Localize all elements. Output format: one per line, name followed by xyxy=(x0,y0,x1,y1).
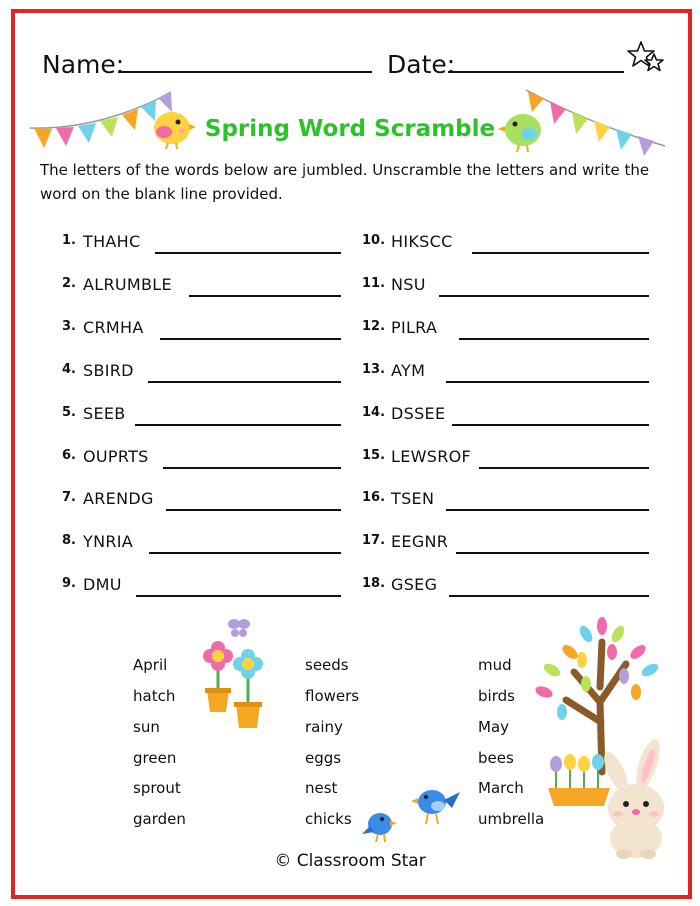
item-number: 3. xyxy=(62,319,76,334)
scrambled-word: YNRIA xyxy=(83,532,134,551)
answer-line-6[interactable] xyxy=(163,467,341,469)
answer-line-14[interactable] xyxy=(452,424,649,426)
word-bank-item: chicks xyxy=(305,810,352,828)
item-number: 4. xyxy=(62,362,76,377)
answer-line-17[interactable] xyxy=(456,552,649,554)
item-number: 9. xyxy=(62,576,76,591)
word-bank-item: May xyxy=(478,718,510,736)
scrambled-word: SEEB xyxy=(83,404,126,423)
answer-line-7[interactable] xyxy=(166,509,341,511)
blue-birds xyxy=(360,776,470,848)
word-bank-item: bees xyxy=(478,749,514,767)
copyright-footer: © Classroom Star xyxy=(274,851,426,871)
word-bank-item: March xyxy=(478,779,524,797)
answer-line-11[interactable] xyxy=(439,295,649,297)
date-label: Date: xyxy=(387,50,456,79)
scrambled-word: NSU xyxy=(391,275,426,294)
item-number: 5. xyxy=(62,405,76,420)
scrambled-word: THAHC xyxy=(83,232,141,251)
instructions-text: The letters of the words below are jumbled. Unscramble the letters and write the word on the blank line provided. xyxy=(40,161,650,203)
word-bank-item: eggs xyxy=(305,749,342,767)
item-number: 1. xyxy=(62,233,76,248)
name-label: Name: xyxy=(42,50,125,79)
word-bank-item: flowers xyxy=(305,687,360,705)
item-number: 17. xyxy=(362,533,386,548)
answer-line-12[interactable] xyxy=(459,338,649,340)
answer-line-10[interactable] xyxy=(472,252,649,254)
answer-line-5[interactable] xyxy=(135,424,341,426)
word-bank-item: sun xyxy=(133,718,160,736)
item-number: 16. xyxy=(362,490,386,505)
scrambled-word: LEWSROF xyxy=(391,447,472,466)
answer-line-16[interactable] xyxy=(446,509,649,511)
answer-line-18[interactable] xyxy=(449,595,649,597)
worksheet-title: Spring Word Scramble xyxy=(204,116,496,142)
word-bank-item: nest xyxy=(305,779,338,797)
scrambled-word: OUPRTS xyxy=(83,447,149,466)
name-input-line[interactable] xyxy=(118,71,372,73)
item-number: 2. xyxy=(62,276,76,291)
item-number: 18. xyxy=(362,576,386,591)
answer-line-4[interactable] xyxy=(148,381,341,383)
answer-line-2[interactable] xyxy=(189,295,341,297)
answer-line-15[interactable] xyxy=(479,467,649,469)
item-number: 11. xyxy=(362,276,386,291)
scrambled-word: ARENDG xyxy=(83,489,154,508)
word-bank-item: seeds xyxy=(305,656,349,674)
word-bank-item: umbrella xyxy=(478,810,545,828)
scrambled-word: HIKSCC xyxy=(391,232,453,251)
date-input-line[interactable] xyxy=(448,71,624,73)
item-number: 13. xyxy=(362,362,386,377)
item-number: 14. xyxy=(362,405,386,420)
answer-line-9[interactable] xyxy=(136,595,341,597)
answer-line-1[interactable] xyxy=(155,252,341,254)
scrambled-word: DMU xyxy=(83,575,122,594)
word-bank-item: hatch xyxy=(133,687,176,705)
answer-line-8[interactable] xyxy=(149,552,341,554)
scrambled-word: CRMHA xyxy=(83,318,144,337)
scrambled-word: EEGNR xyxy=(391,532,449,551)
item-number: 8. xyxy=(62,533,76,548)
scrambled-word: SBIRD xyxy=(83,361,134,380)
item-number: 10. xyxy=(362,233,386,248)
item-number: 12. xyxy=(362,319,386,334)
word-bank-item: rainy xyxy=(305,718,343,736)
word-bank-item: garden xyxy=(133,810,186,828)
answer-line-13[interactable] xyxy=(446,381,649,383)
scrambled-word: DSSEE xyxy=(391,404,446,423)
word-bank-item: green xyxy=(133,749,177,767)
bunny xyxy=(598,738,676,860)
scrambled-word: ALRUMBLE xyxy=(83,275,172,294)
answer-line-3[interactable] xyxy=(160,338,341,340)
word-bank-item: mud xyxy=(478,656,512,674)
item-number: 6. xyxy=(62,448,76,463)
item-number: 7. xyxy=(62,490,76,505)
scrambled-word: GSEG xyxy=(391,575,438,594)
flower-pots xyxy=(196,612,276,732)
star-outline-icon xyxy=(627,40,667,76)
scrambled-word: TSEN xyxy=(391,489,435,508)
word-bank-item: April xyxy=(133,656,168,674)
scrambled-word: PILRA xyxy=(391,318,438,337)
word-bank-item: birds xyxy=(478,687,515,705)
scrambled-word: AYM xyxy=(391,361,426,380)
item-number: 15. xyxy=(362,448,386,463)
word-bank-item: sprout xyxy=(133,779,181,797)
